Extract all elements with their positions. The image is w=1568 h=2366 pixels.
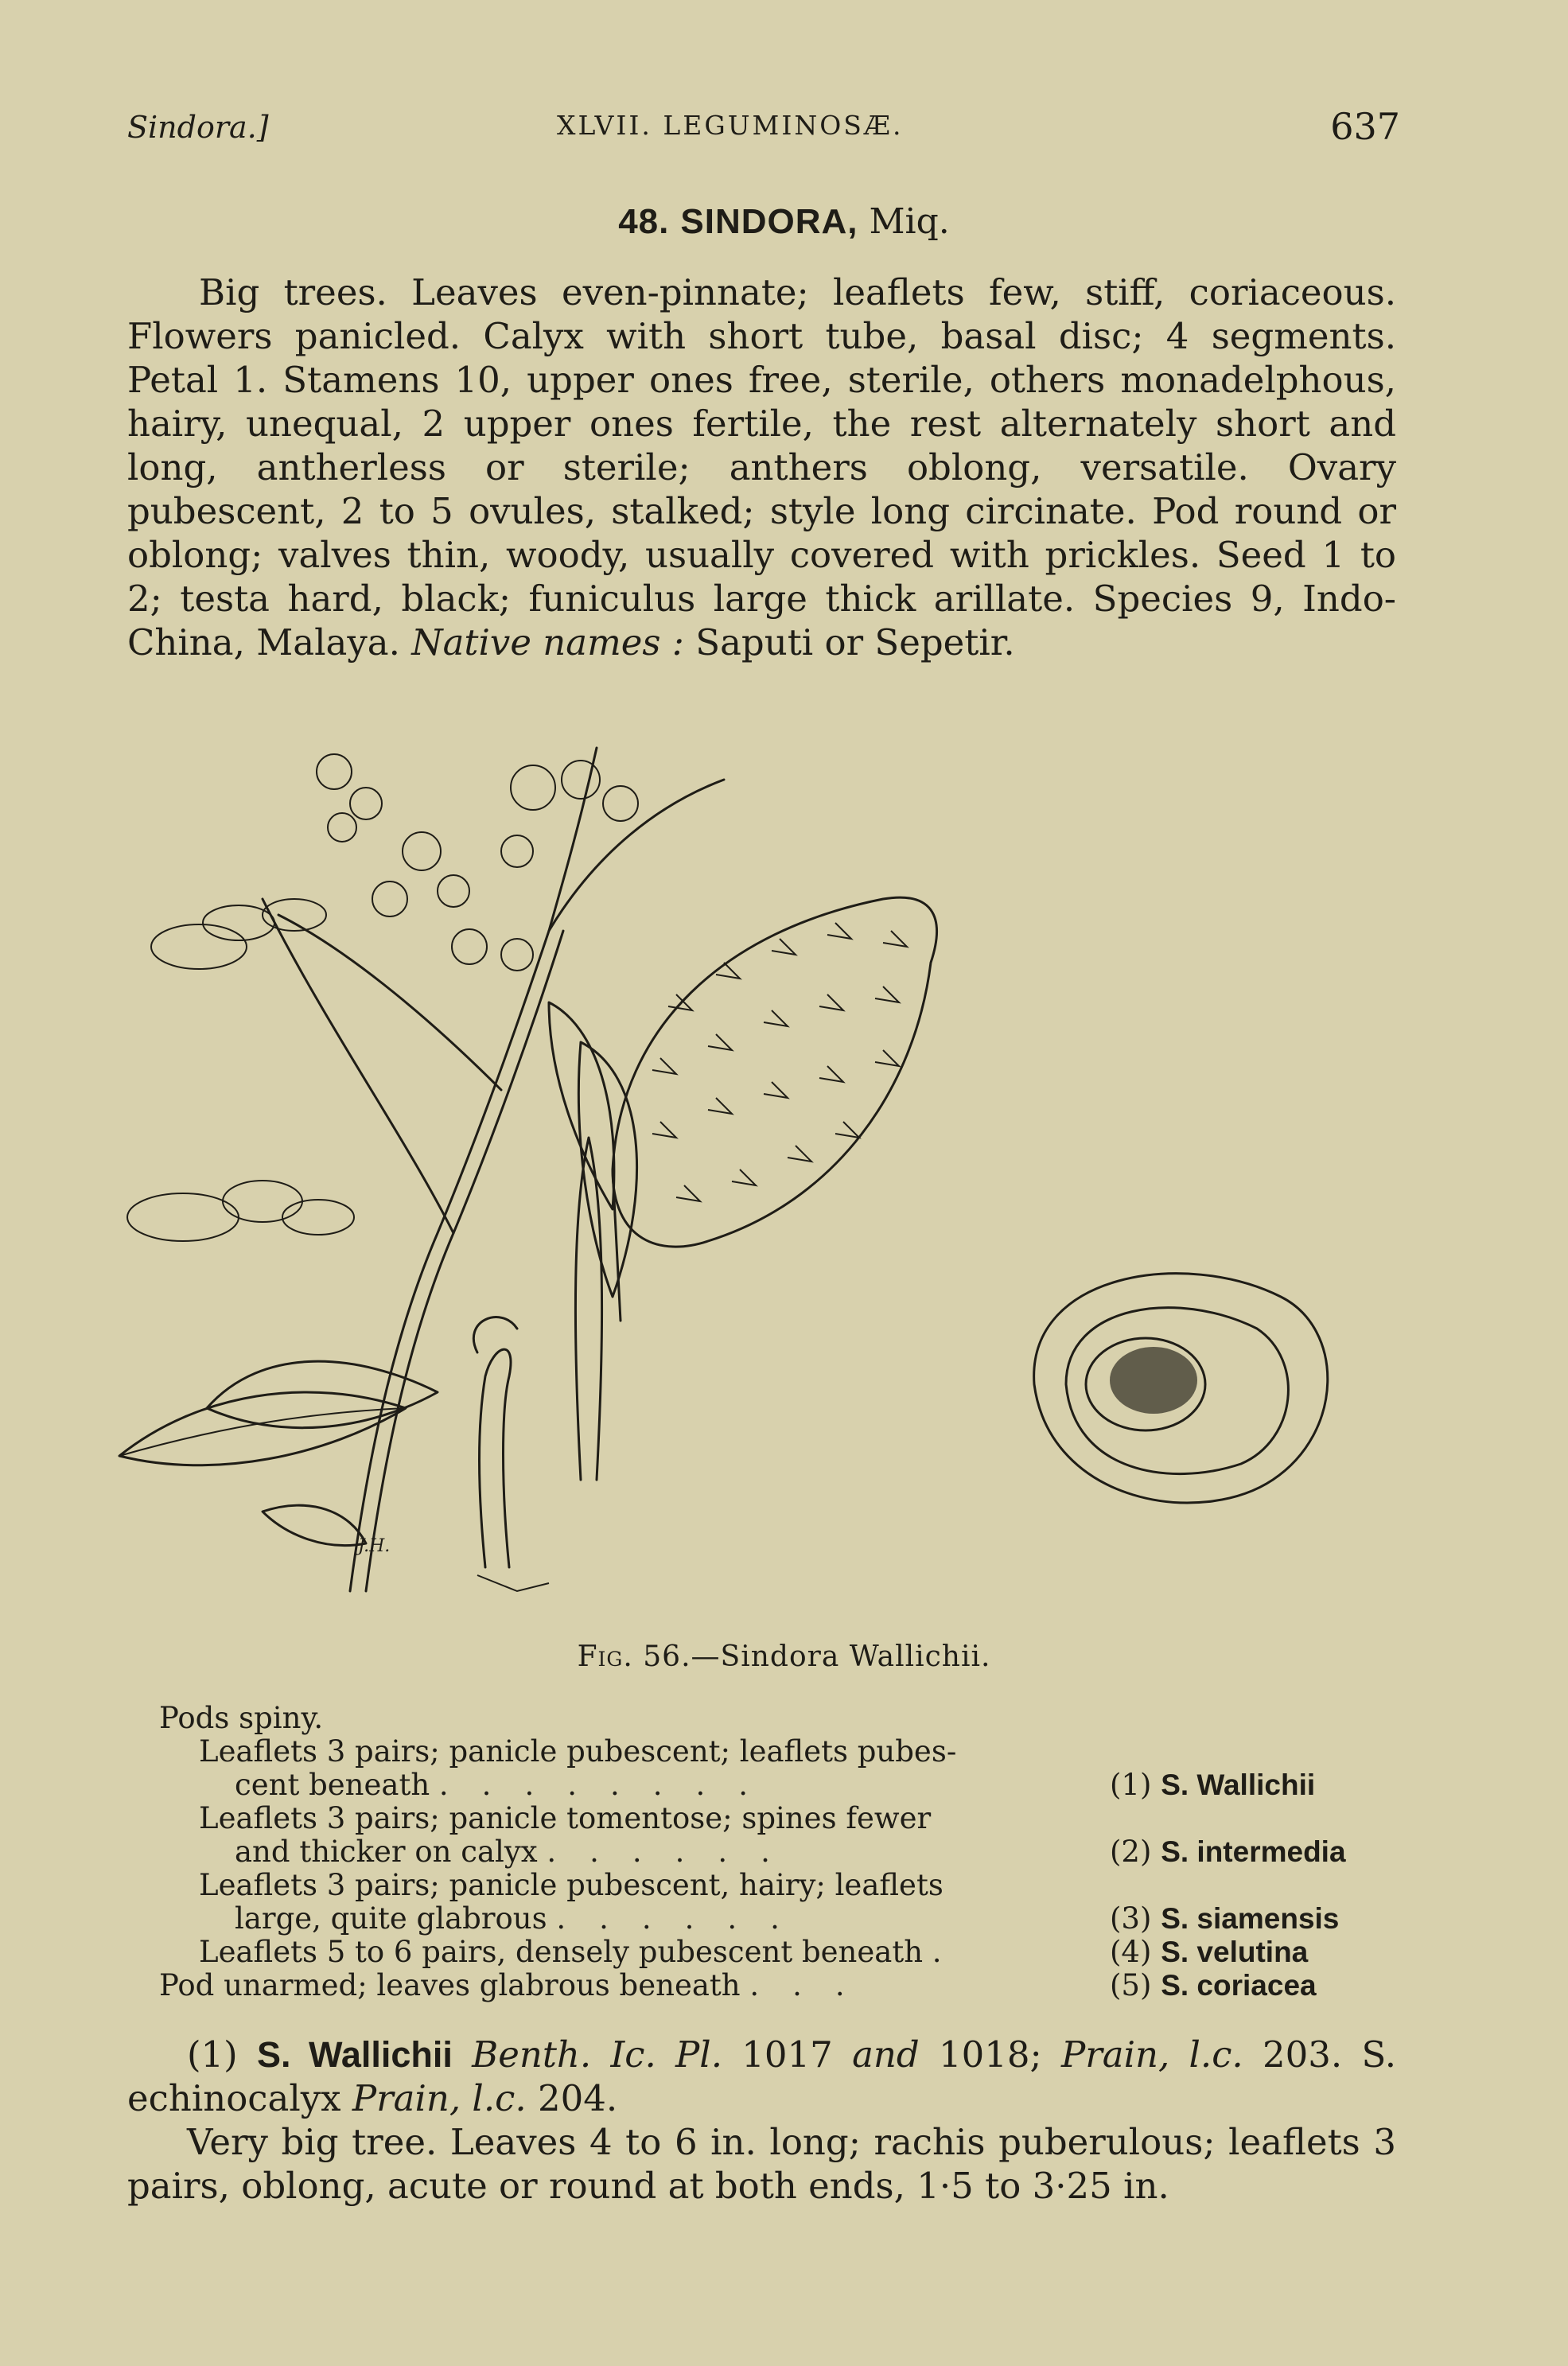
flower-cluster-top — [317, 754, 638, 971]
key-row-3-line1: Leaflets 3 pairs; panicle pubescent, hairy; leaflets — [199, 1868, 944, 1902]
native-names-label: Native names : — [411, 621, 684, 663]
genus-heading — [0, 201, 1568, 242]
branch-stem-outline — [366, 931, 563, 1591]
ovary-stalk — [575, 1138, 601, 1480]
species-description: Very big tree. Leaves 4 to 6 in. long; rachis puberulous; leaflets 3 pairs, oblong, acute or round at both ends, 1·5 to 3·25 in. — [127, 2121, 1396, 2207]
caption-fig-number: Fig. 56. — [577, 1640, 691, 1673]
caption-dash: — — [691, 1640, 721, 1673]
key-row-5-species: (5) S. coriacea — [1110, 1968, 1317, 2002]
key-row-1-line1: Leaflets 3 pairs; panicle pubescent; leaflets pubes- — [199, 1734, 957, 1769]
flower-cluster-left — [127, 899, 354, 1241]
ovary-hairs — [477, 1575, 549, 1591]
running-head-family: XLVII. LEGUMINOSÆ. — [557, 110, 904, 141]
leaf-middle-left — [207, 1361, 438, 1428]
engraver-mark: J.H. — [358, 1536, 391, 1556]
leaf-base-small — [263, 1505, 366, 1545]
genus-authority: Miq. — [869, 201, 950, 242]
description-text: Big trees. Leaves even-pinnate; leaflets few, stiff, coriaceous. Flowers panicled. Calyx with short tube, basal disc; 4 segments. Petal 1. Stamens 10, upper ones free, sterile, others monadelphous, hairy, unequal, 2 upper ones fertile, the rest alternately short and long, antherless or sterile; anthers oblong, versatile. Ovary pubescent, 2 to 5 ovules, stalked; style long circinate. Pod round or oblong; valves thin, woody, usually covered with prickles. Seed 1 to 2; testa hard, black; funiculus large thick arillate. Species 9, Indo-China, Malaya. — [127, 271, 1396, 663]
key-heading: Pods spiny. — [159, 1701, 324, 1735]
key-row-4-species: (4) S. velutina — [1110, 1935, 1309, 1969]
genus-description — [127, 270, 1396, 664]
native-names-value: Saputi or Sepetir. — [695, 621, 1015, 663]
side-branch-2 — [278, 915, 501, 1090]
key-row-2-line1: Leaflets 3 pairs; panicle tomentose; spines fewer — [199, 1801, 932, 1835]
side-branch — [263, 899, 453, 1233]
key-row-1-species: (1) S. Wallichii — [1110, 1768, 1316, 1802]
sindora-drawing — [103, 692, 1408, 1643]
species-entry-wallichii — [127, 2033, 1396, 2208]
key-row-3-line2: large, quite glabrous ...... — [235, 1901, 813, 1936]
genus-name: SINDORA, — [680, 202, 858, 241]
page-number: 637 — [1330, 105, 1400, 148]
key-row-5-line1: Pod unarmed; leaves glabrous beneath ... — [159, 1968, 878, 2002]
pod-stalk — [613, 1169, 621, 1321]
caption-title: Sindora Wallichii. — [720, 1640, 991, 1673]
leaf-right-second — [578, 1042, 636, 1297]
seed — [1110, 1347, 1197, 1414]
key-row-2-line2: and thicker on calyx ...... — [235, 1835, 803, 1869]
stamen-tip — [473, 1317, 517, 1352]
running-head-genus: Sindora.] — [127, 110, 269, 145]
pod-spines — [652, 923, 907, 1201]
upper-branch — [549, 780, 724, 931]
key-row-3-species: (3) S. siamensis — [1110, 1901, 1340, 1936]
genus-number: 48. — [618, 202, 670, 241]
leaf-lower-left — [119, 1392, 406, 1465]
figure-caption — [0, 1640, 1568, 1673]
key-row-4-line1: Leaflets 5 to 6 pairs, densely pubescent beneath . — [199, 1935, 975, 1969]
running-head — [127, 105, 1400, 165]
key-row-1-line2: cent beneath ........ — [235, 1768, 782, 1802]
leaf-lower-left-midrib — [119, 1408, 406, 1456]
botanical-illustration — [103, 692, 1408, 1643]
key-row-2-species: (2) S. intermedia — [1110, 1835, 1346, 1869]
stamen-style — [480, 1349, 512, 1567]
species-citation: (1) S. Wallichii Benth. Ic. Pl. 1017 and 1018; Prain, l.c. 203. S. echinocalyx Prain, l.c. 204. — [127, 2033, 1397, 2119]
